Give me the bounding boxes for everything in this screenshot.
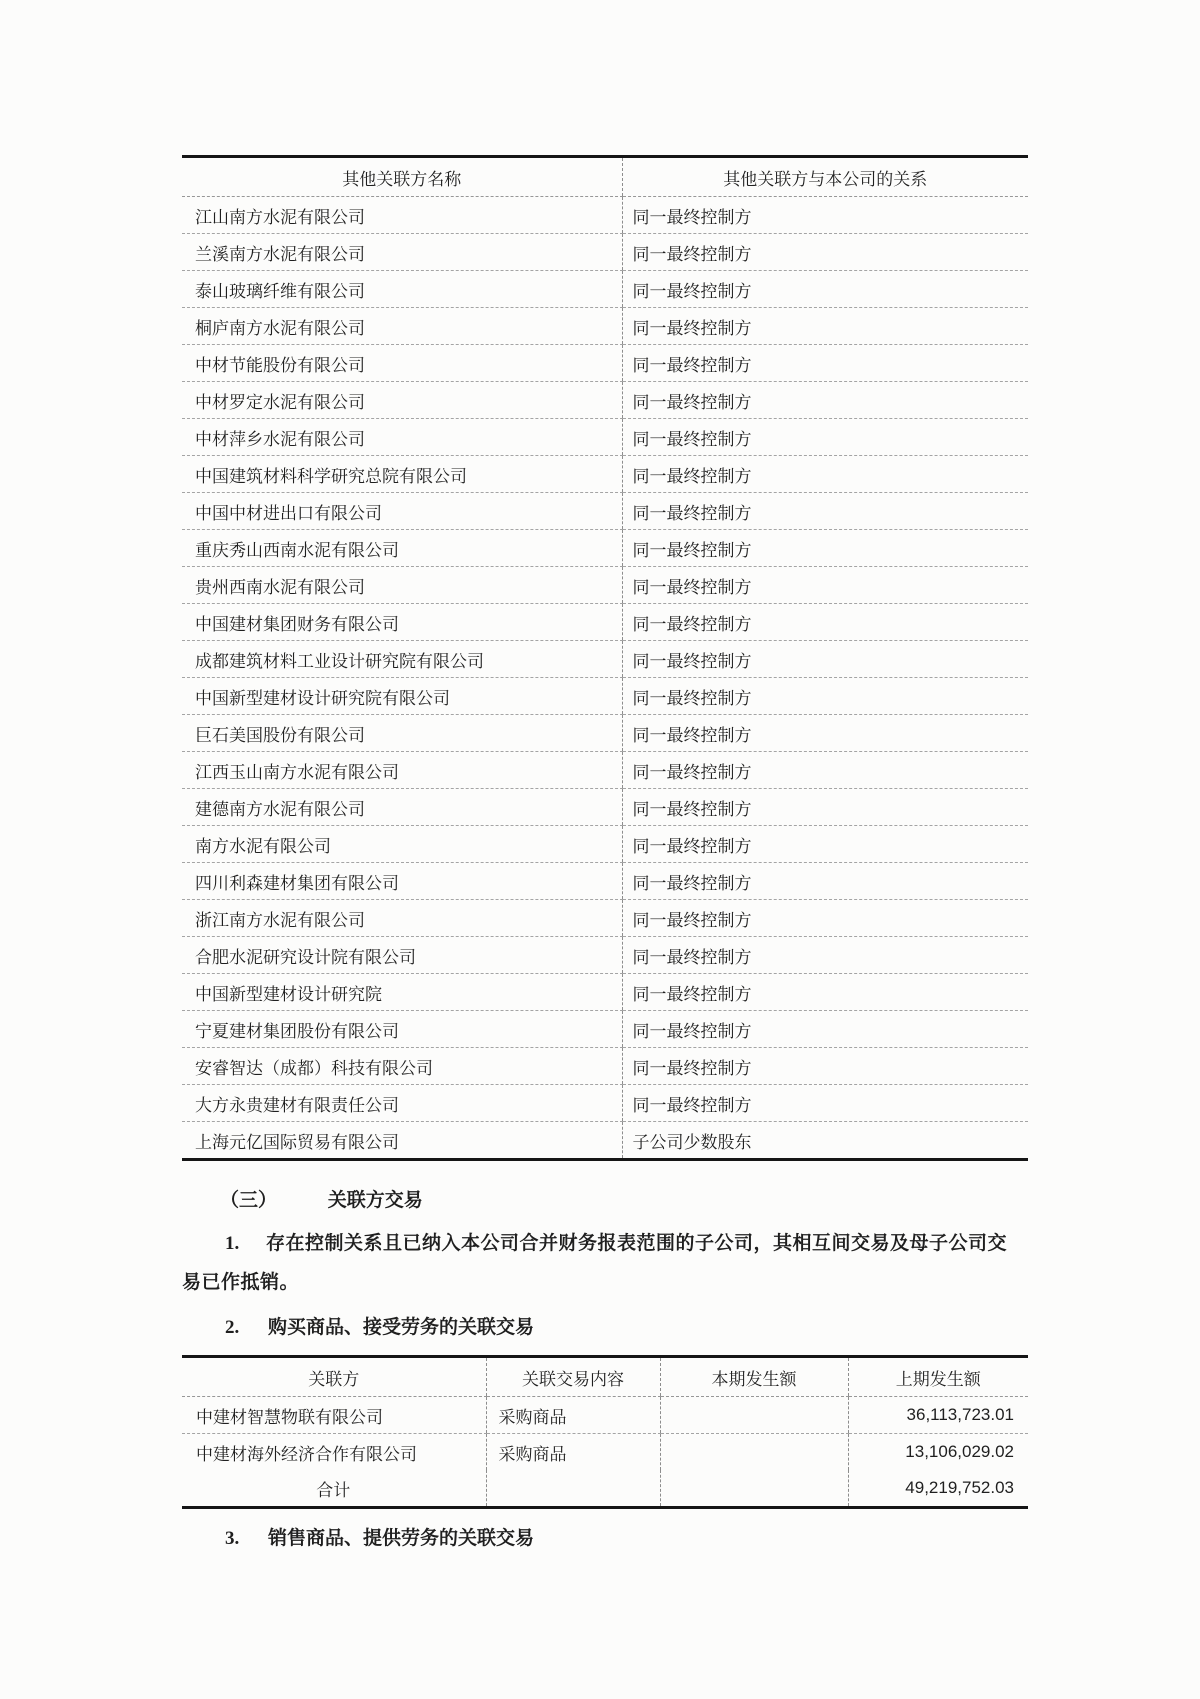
related-party-table-header-row [182,157,1028,197]
related-party-name-cell: 贵州西南水泥有限公司 [182,567,622,604]
table-row [182,863,1028,900]
table-row [182,715,1028,752]
table-row [182,530,1028,567]
item1-number: 1. [225,1233,240,1254]
table-row [182,493,1028,530]
related-party-name-cell: 中材罗定水泥有限公司 [182,382,622,419]
related-party-name-cell: 成都建筑材料工业设计研究院有限公司 [182,641,622,678]
header-transaction-content: 关联交易内容 [486,1357,660,1397]
relation-cell: 同一最终控制方 [622,493,1028,530]
table-row [182,1397,1028,1434]
relation-cell: 同一最终控制方 [622,567,1028,604]
relation-cell: 同一最终控制方 [622,419,1028,456]
related-party-name-cell: 兰溪南方水泥有限公司 [182,234,622,271]
table-row [182,1085,1028,1122]
current-amount-cell [660,1397,848,1434]
table-row [182,900,1028,937]
relation-cell: 同一最终控制方 [622,789,1028,826]
related-party-name-cell: 中国新型建材设计研究院有限公司 [182,678,622,715]
relation-cell: 同一最终控制方 [622,1011,1028,1048]
related-party-name-cell: 上海元亿国际贸易有限公司 [195,1132,399,1152]
related-party-name-cell: 四川利森建材集团有限公司 [182,863,622,900]
total-label-cell: 合计 [316,1480,351,1500]
related-party-name-cell: 浙江南方水泥有限公司 [182,900,622,937]
related-party-name-cell: 中材节能股份有限公司 [182,345,622,382]
related-party-name-cell: 巨石美国股份有限公司 [182,715,622,752]
related-party-name-cell: 合肥水泥研究设计院有限公司 [182,937,622,974]
relation-cell: 同一最终控制方 [622,1048,1028,1085]
relation-cell: 同一最终控制方 [622,456,1028,493]
section-index-label: （三） [220,1190,278,1211]
related-party-name-cell: 宁夏建材集团股份有限公司 [182,1011,622,1048]
related-party-name-cell: 泰山玻璃纤维有限公司 [182,271,622,308]
relation-cell: 同一最终控制方 [622,530,1028,567]
table-row [182,937,1028,974]
related-party-name-cell: 中国新型建材设计研究院 [182,974,622,1011]
relation-cell: 同一最终控制方 [622,900,1028,937]
related-party-name-cell: 中国中材进出口有限公司 [182,493,622,530]
item1-paragraph-line1 [182,1230,1028,1257]
relation-cell: 同一最终控制方 [622,937,1028,974]
transaction-content-cell: 采购商品 [486,1397,660,1434]
relation-cell: 同一最终控制方 [622,1085,1028,1122]
related-party-name-cell: 重庆秀山西南水泥有限公司 [182,530,622,567]
related-party-name-cell: 安睿智达（成都）科技有限公司 [182,1048,622,1085]
related-party-name-cell: 中国建材集团财务有限公司 [182,604,622,641]
section-title: 关联方交易 [327,1190,423,1211]
table-row [182,456,1028,493]
related-party-table-body [182,197,1028,1160]
table-row [182,678,1028,715]
section-heading-related-party-transactions [182,1187,1028,1214]
related-party-name-cell: 江西玉山南方水泥有限公司 [182,752,622,789]
relation-cell: 同一最终控制方 [622,641,1028,678]
table-row [182,308,1028,345]
relation-cell: 同一最终控制方 [622,604,1028,641]
table-row [182,752,1028,789]
party-cell: 中建材智慧物联有限公司 [182,1397,486,1434]
related-party-name-cell: 建德南方水泥有限公司 [182,789,622,826]
table-row [182,789,1028,826]
header-relation-with-company: 其他关联方与本公司的关系 [622,157,1028,197]
header-related-party: 关联方 [182,1357,486,1397]
page-content [182,155,1028,1552]
relation-cell: 同一最终控制方 [622,715,1028,752]
table-row [182,234,1028,271]
item2-number: 2. [225,1317,240,1338]
total-content-cell [486,1470,660,1508]
prior-amount-cell: 36,113,723.01 [848,1397,1028,1434]
prior-amount-cell: 13,106,029.02 [848,1434,1028,1471]
transaction-content-cell: 采购商品 [486,1434,660,1471]
relation-cell: 同一最终控制方 [622,826,1028,863]
relation-cell: 同一最终控制方 [622,752,1028,789]
purchase-transactions-table [182,1355,1028,1509]
item1-paragraph-line2: 易已作抵销。 [182,1272,300,1293]
relation-cell: 同一最终控制方 [622,974,1028,1011]
table-row [182,197,1028,234]
item2-title: 购买商品、接受劳务的关联交易 [268,1317,535,1338]
table-row [182,567,1028,604]
relation-cell: 同一最终控制方 [622,382,1028,419]
relation-cell: 同一最终控制方 [622,863,1028,900]
item1-text-line1: 存在控制关系且已纳入本公司合并财务报表范围的子公司，其相互间交易及母子公司交 [266,1233,1008,1254]
related-party-name-cell: 大方永贵建材有限责任公司 [182,1085,622,1122]
item3-title: 销售商品、提供劳务的关联交易 [268,1528,535,1549]
related-party-name-cell: 中国建筑材料科学研究总院有限公司 [182,456,622,493]
table-row [182,974,1028,1011]
item3-number: 3. [225,1528,240,1549]
related-party-name-cell: 江山南方水泥有限公司 [182,197,622,234]
related-party-name-cell: 中材萍乡水泥有限公司 [182,419,622,456]
current-amount-cell [660,1434,848,1471]
relation-cell: 同一最终控制方 [622,308,1028,345]
purchase-table-header-row [182,1357,1028,1397]
relation-cell: 同一最终控制方 [622,271,1028,308]
total-prior-amount-cell: 49,219,752.03 [848,1470,1028,1508]
table-row [182,419,1028,456]
header-current-period-amount: 本期发生额 [660,1357,848,1397]
table-row [182,1434,1028,1471]
table-row [182,382,1028,419]
table-row [182,641,1028,678]
table-row [182,1011,1028,1048]
table-row [182,1048,1028,1085]
party-cell: 中建材海外经济合作有限公司 [196,1444,417,1464]
table-row [182,604,1028,641]
relation-cell: 同一最终控制方 [622,678,1028,715]
item2-heading [182,1314,1028,1341]
relation-cell: 子公司少数股东 [622,1122,1028,1160]
purchase-table-body [182,1397,1028,1471]
relation-cell: 同一最终控制方 [622,197,1028,234]
item3-heading [182,1525,1028,1552]
header-other-related-party-name: 其他关联方名称 [182,157,622,197]
related-party-name-cell: 桐庐南方水泥有限公司 [182,308,622,345]
table-row [182,826,1028,863]
table-row [182,1122,1028,1160]
relation-cell: 同一最终控制方 [622,234,1028,271]
related-party-name-cell: 南方水泥有限公司 [182,826,622,863]
purchase-table-total-row [182,1470,1028,1508]
related-party-table [182,155,1028,1161]
relation-cell: 同一最终控制方 [622,345,1028,382]
table-row [182,345,1028,382]
header-prior-period-amount: 上期发生额 [848,1357,1028,1397]
total-current-amount-cell [660,1470,848,1508]
table-row [182,271,1028,308]
